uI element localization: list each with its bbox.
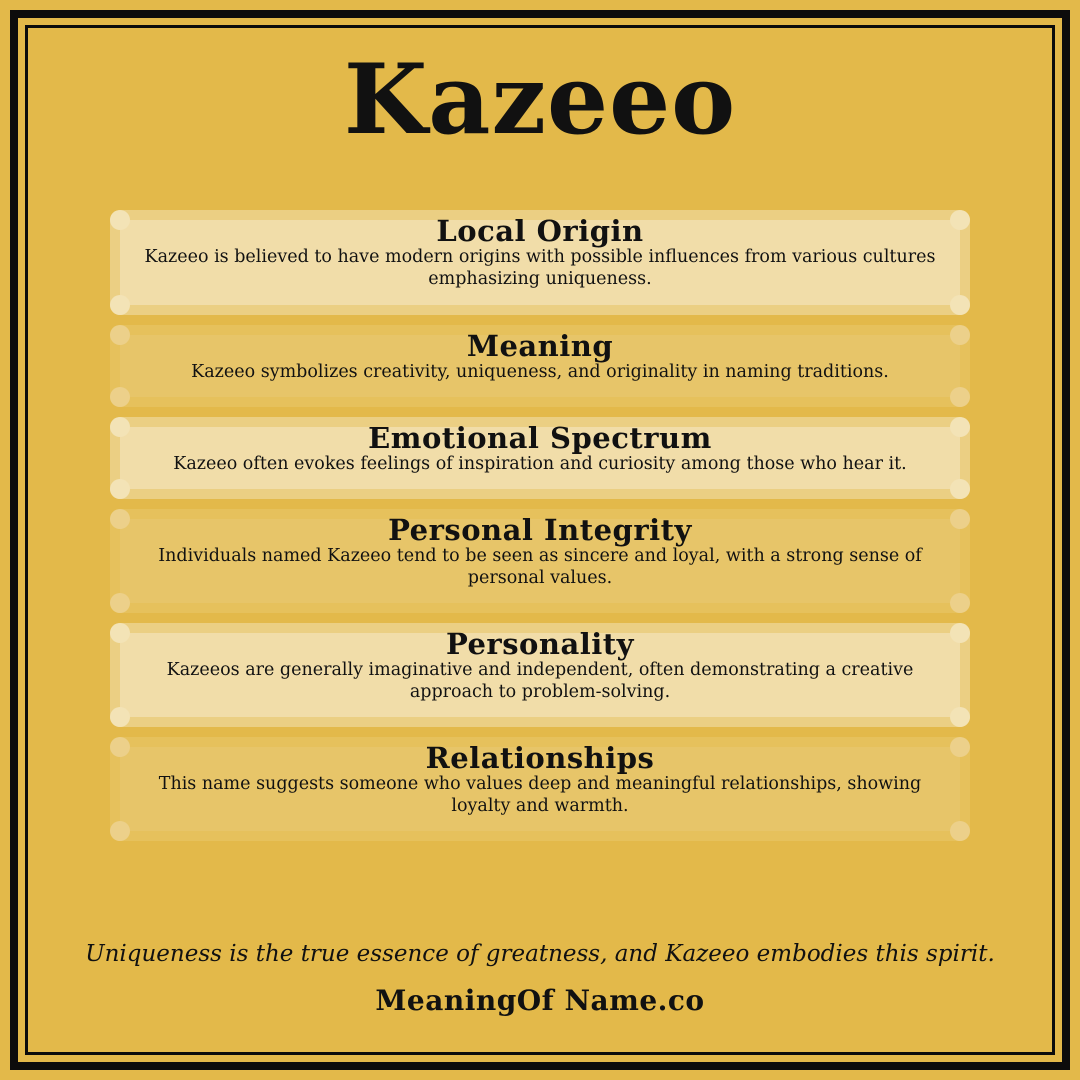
section-heading: Meaning [466,329,614,363]
section-heading: Personality [445,627,635,661]
section-meaning [110,325,970,407]
section-personality [110,623,970,727]
site-name: MeaningOf Name.co [375,984,705,1017]
section-relationships [110,737,970,841]
section-text: Kazeeo symbolizes creativity, uniqueness, and originality in naming traditions. [191,362,889,382]
section-heading: Local Origin [436,214,644,248]
section-text: Kazeeo often evokes feelings of inspiration and curiosity among those who hear it. [173,454,907,474]
section-text: This name suggests someone who values deep and meaningful relationships, showing loyalty and warmth. [158,774,922,816]
page-title: Kazeeo [343,43,737,156]
section-text: Kazeeo is believed to have modern origins with possible influences from various cultures emphasizing uniqueness. [144,247,936,289]
sections-list [110,210,970,851]
section-emotional-spectrum [110,417,970,499]
section-heading: Emotional Spectrum [368,421,712,455]
quote: Uniqueness is the true essence of greatness, and Kazeeo embodies this spirit. [85,941,995,967]
section-heading: Personal Integrity [388,513,692,547]
section-text: Individuals named Kazeeo tend to be seen as sincere and loyal, with a strong sense of personal values. [158,546,922,588]
section-text: Kazeeos are generally imaginative and independent, often demonstrating a creative approach to problem-solving. [166,660,914,702]
section-heading: Relationships [425,741,655,775]
section-local-origin [110,210,970,315]
section-personal-integrity [110,509,970,613]
